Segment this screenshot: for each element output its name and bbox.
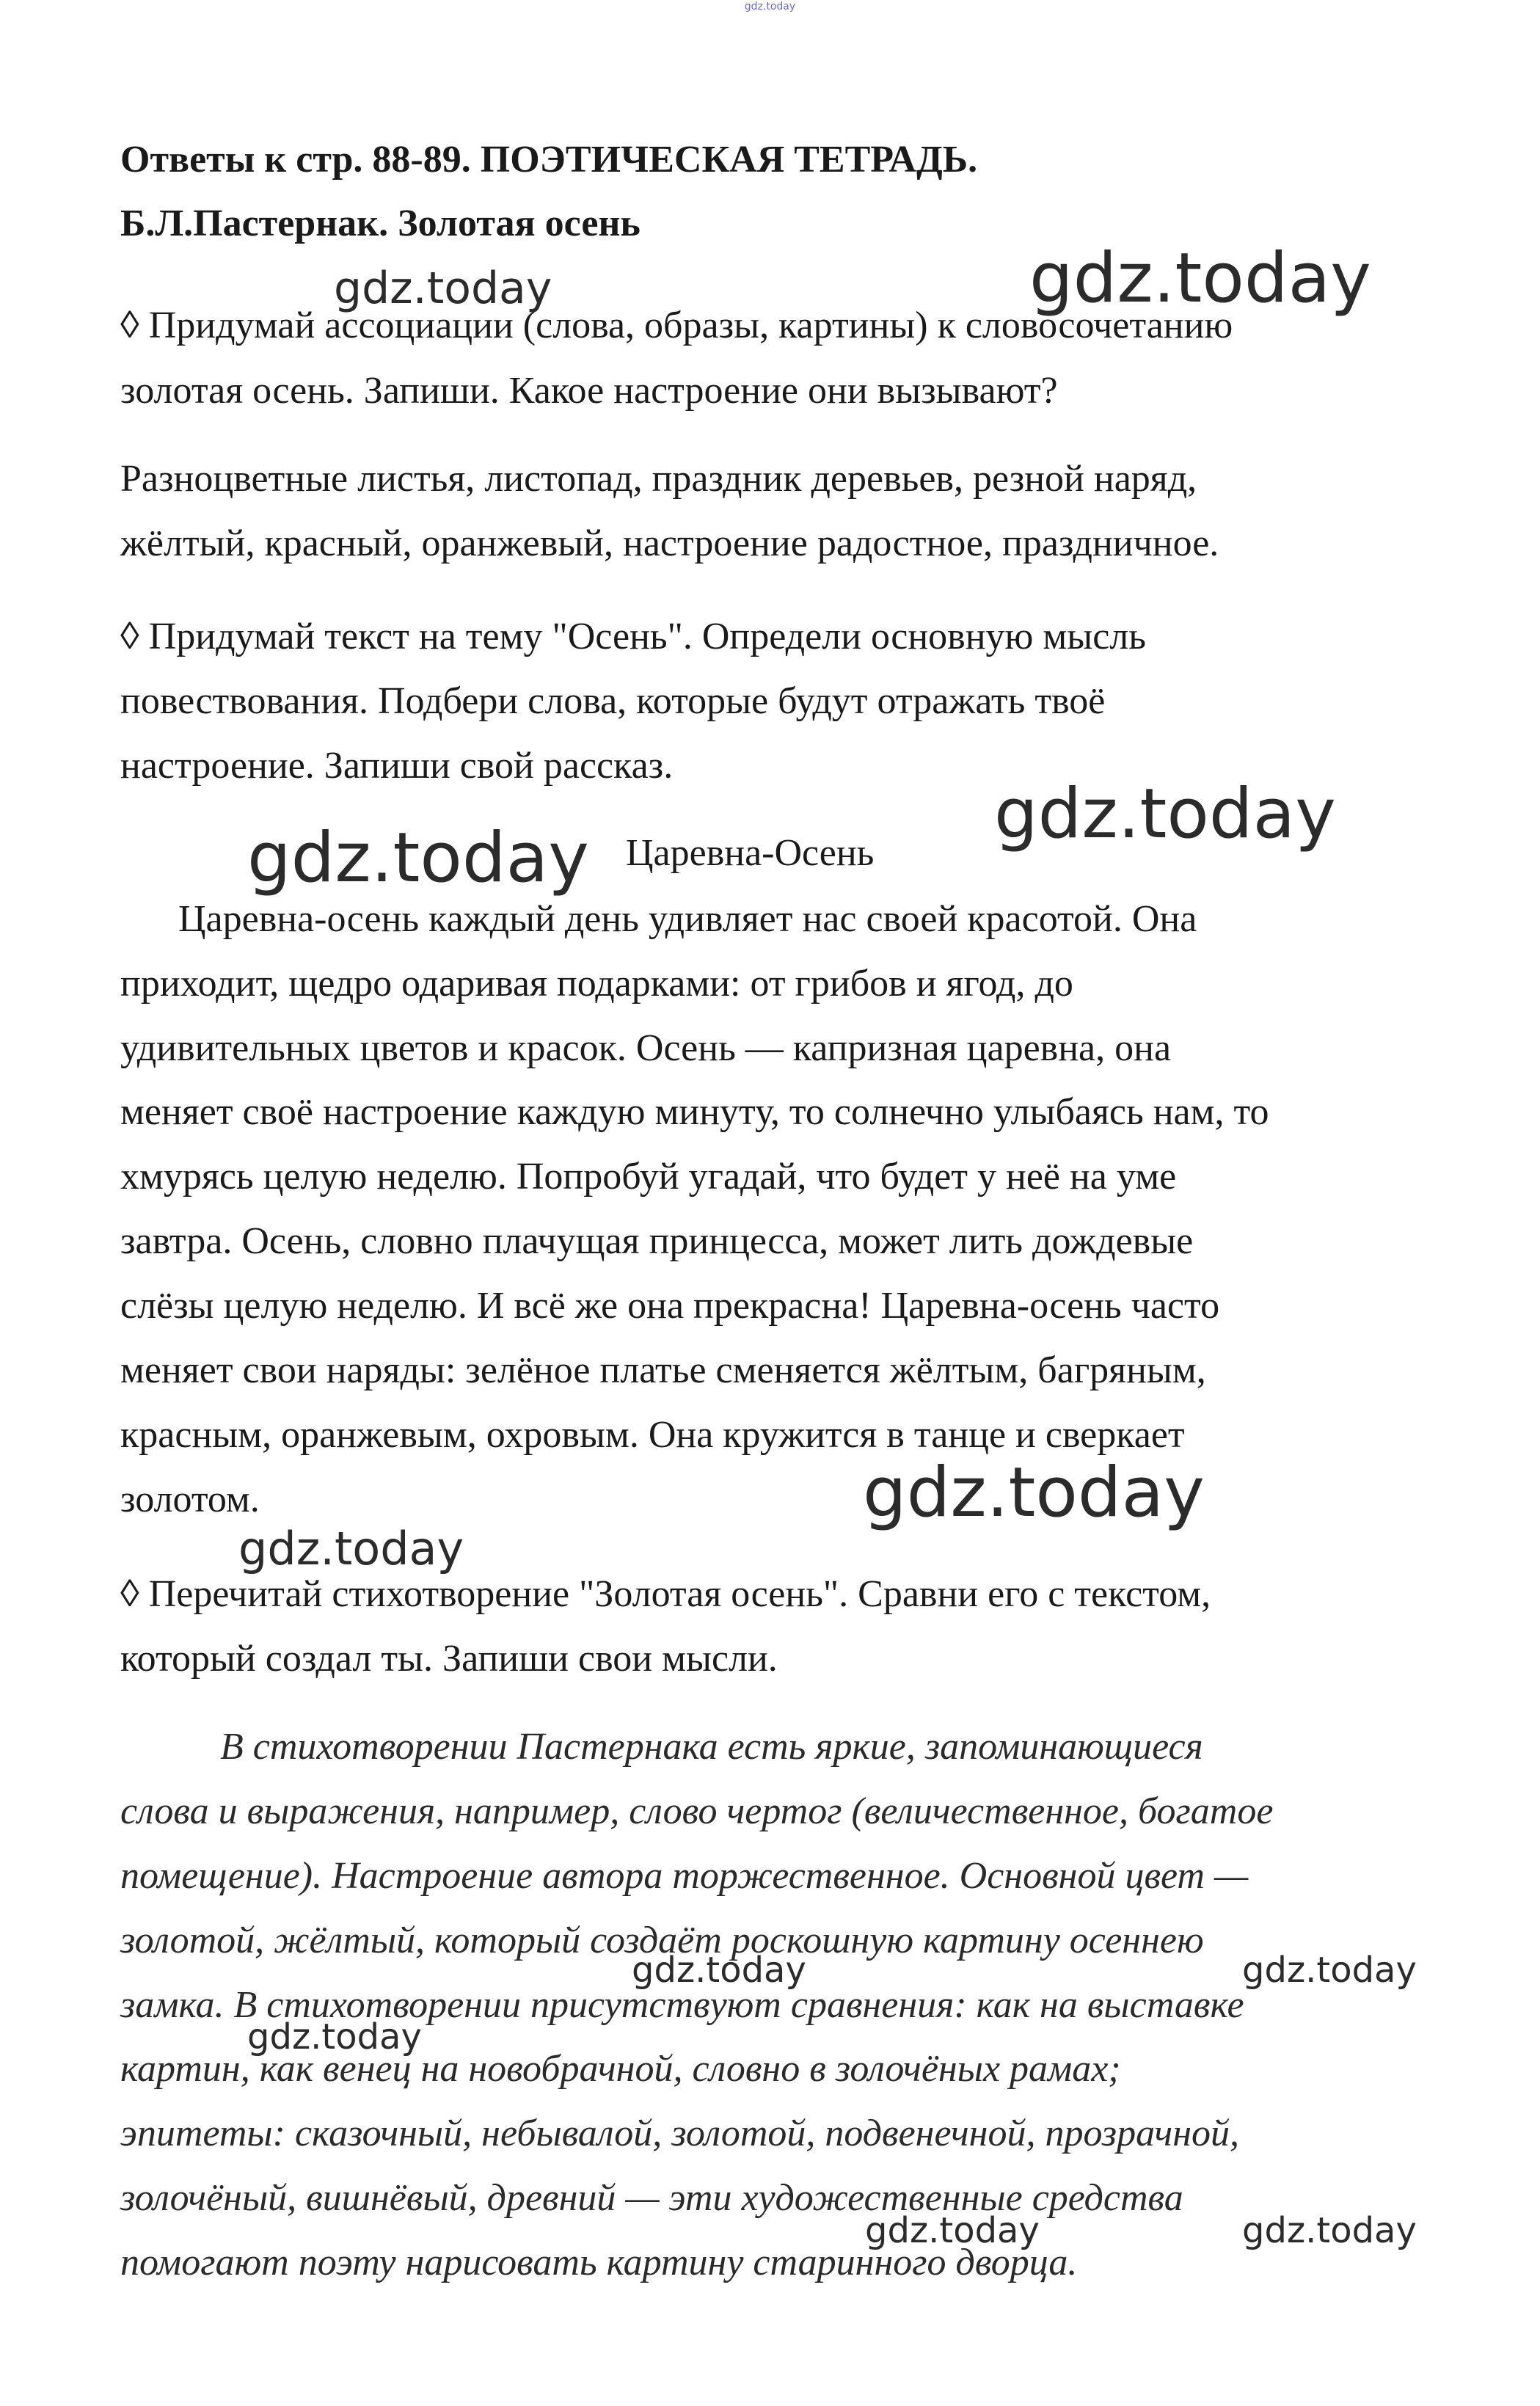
- answer-1-line-1: Разноцветные листья, листопад, праздник деревьев, резной наряд,: [120, 458, 1197, 500]
- answer-3-line-1: В стихотворении Пастернака есть яркие, запоминающиеся: [220, 1726, 1203, 1768]
- watermark: gdz.today: [1029, 238, 1371, 318]
- story-line-6: завтра. Осень, словно плачущая принцесса, может лить дождевые: [120, 1220, 1194, 1262]
- watermark: gdz.today: [863, 1453, 1205, 1533]
- answer-3-line-2: слова и выражения, например, слово чертог (величественное, богатое: [120, 1790, 1274, 1832]
- task-2-line-3: настроение. Запиши свой рассказ.: [120, 745, 674, 787]
- answer-3-line-5: замка. В стихотворении присутствуют сравнения: как на выставке: [120, 1984, 1244, 2026]
- story-line-5: хмурясь целую неделю. Попробуй угадай, что будет у неё на уме: [120, 1156, 1177, 1197]
- story-line-10: золотом.: [120, 1479, 260, 1520]
- answer-3-line-9: помогают поэту нарисовать картину старинного дворца.: [120, 2242, 1078, 2283]
- story-line-8: меняет свои наряды: зелёное платье сменяется жёлтым, багряным,: [120, 1349, 1206, 1391]
- task-1-line-1: ◊ Придумай ассоциации (слова, образы, картины) к словосочетанию: [120, 305, 1233, 346]
- poem-heading: Б.Л.Пастернак. Золотая осень: [120, 203, 641, 244]
- task-3-line-1: ◊ Перечитай стихотворение "Золотая осень". Сравни его с текстом,: [120, 1573, 1211, 1615]
- watermark: gdz.today: [1242, 1950, 1417, 1991]
- watermark: gdz.today: [1242, 2210, 1417, 2251]
- watermark: gdz.today: [247, 2016, 422, 2057]
- task-2-line-1: ◊ Придумай текст на тему "Осень". Определи основную мысль: [120, 616, 1146, 657]
- story-title: Царевна-Осень: [626, 832, 875, 874]
- answer-3-line-6: картин, как венец на новобрачной, словно в золочёных рамах;: [120, 2048, 1121, 2090]
- story-line-1: Царевна-осень каждый день удивляет нас своей красотой. Она: [178, 898, 1197, 940]
- task-2-line-2: повествования. Подбери слова, которые будут отражать твоё: [120, 680, 1106, 722]
- story-line-7: слёзы целую неделю. И всё же она прекрасна! Царевна-осень часто: [120, 1285, 1220, 1327]
- watermark: gdz.today: [247, 818, 589, 898]
- task-1-line-2: золотая осень. Запиши. Какое настроение они вызывают?: [120, 370, 1058, 412]
- story-line-2: приходит, щедро одаривая подарками: от грибов и ягод, до: [120, 963, 1073, 1005]
- answer-1-line-2: жёлтый, красный, оранжевый, настроение радостное, праздничное.: [120, 522, 1219, 564]
- watermark: gdz.today: [238, 1522, 464, 1575]
- watermark-top: gdz.today: [744, 1, 796, 12]
- watermark: gdz.today: [994, 774, 1336, 854]
- answer-3-line-3: помещение). Настроение автора торжественное. Основной цвет —: [120, 1855, 1249, 1897]
- story-line-3: удивительных цветов и красок. Осень — капризная царевна, она: [120, 1027, 1172, 1069]
- answer-3-line-4: золотой, жёлтый, который создаёт роскошную картину осеннею: [120, 1920, 1204, 1961]
- watermark: gdz.today: [865, 2210, 1040, 2251]
- story-line-4: меняет своё настроение каждую минуту, то солнечно улыбаясь нам, то: [120, 1091, 1269, 1133]
- watermark: gdz.today: [334, 263, 552, 314]
- page-title: Ответы к стр. 88-89. ПОЭТИЧЕСКАЯ ТЕТРАДЬ.: [120, 139, 978, 181]
- task-3-line-2: который создал ты. Запиши свои мысли.: [120, 1638, 778, 1680]
- answer-3-line-8: золочёный, вишнёвый, древний — эти художественные средства: [120, 2177, 1183, 2219]
- watermark: gdz.today: [632, 1950, 806, 1991]
- answer-3-line-7: эпитеты: сказочный, небывалой, золотой, подвенечной, прозрачной,: [120, 2112, 1239, 2154]
- story-line-9: красным, оранжевым, охровым. Она кружится в танце и сверкает: [120, 1414, 1185, 1456]
